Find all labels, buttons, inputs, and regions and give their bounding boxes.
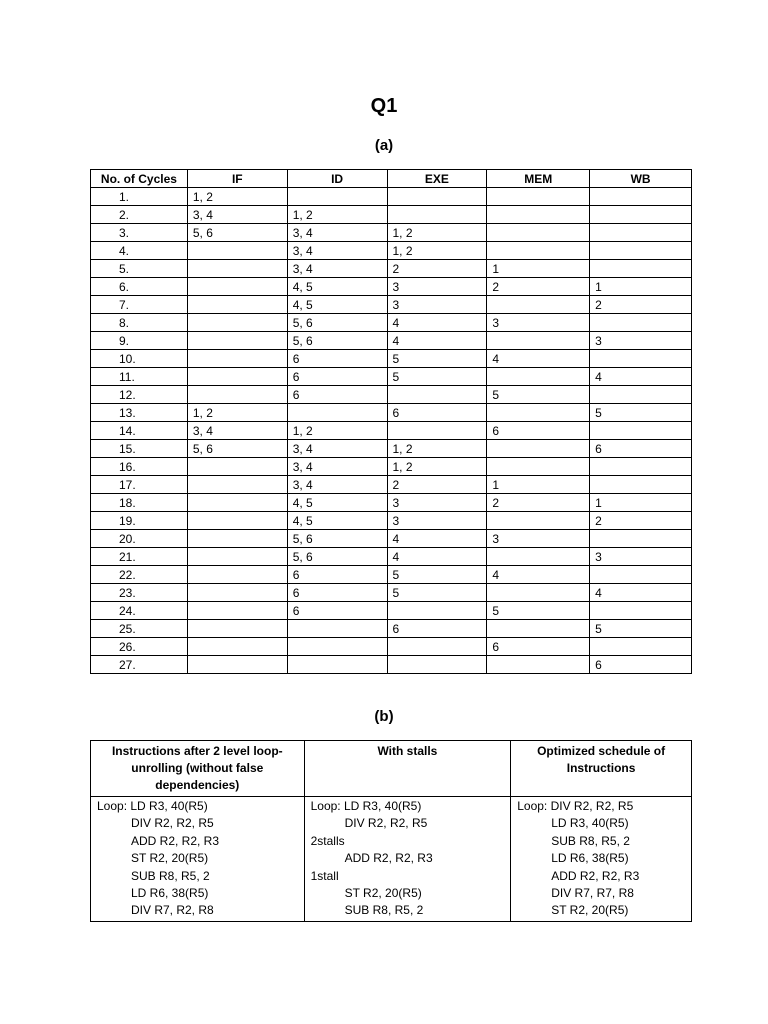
stage-cell xyxy=(287,638,387,656)
stage-cell: 4 xyxy=(387,314,487,332)
instruction-line: LD R3, 40(R5) xyxy=(551,816,629,831)
cycle-number: 12. xyxy=(91,386,188,404)
stage-cell xyxy=(387,386,487,404)
cycle-number: 18. xyxy=(91,494,188,512)
instruction-line: DIV R7, R2, R8 xyxy=(131,903,214,918)
table-row xyxy=(91,296,692,314)
instruction-list xyxy=(304,797,511,922)
table-row xyxy=(91,620,692,638)
table-row xyxy=(91,440,692,458)
stage-cell: 1, 2 xyxy=(387,458,487,476)
column-header: MEM xyxy=(487,170,590,188)
table-row xyxy=(91,656,692,674)
stage-cell xyxy=(590,224,692,242)
stage-cell xyxy=(187,494,287,512)
stage-cell xyxy=(487,224,590,242)
stage-cell: 6 xyxy=(387,404,487,422)
stage-cell xyxy=(287,656,387,674)
stage-cell xyxy=(590,638,692,656)
stage-cell: 3 xyxy=(387,512,487,530)
stage-cell xyxy=(590,386,692,404)
cycle-number: 11. xyxy=(91,368,188,386)
stage-cell: 4, 5 xyxy=(287,278,387,296)
schedule-header-row xyxy=(91,741,692,797)
stage-cell: 3 xyxy=(590,548,692,566)
stage-cell xyxy=(487,188,590,206)
instruction-line: ST R2, 20(R5) xyxy=(551,903,629,918)
stage-cell: 3, 4 xyxy=(287,242,387,260)
stage-cell: 4 xyxy=(387,530,487,548)
schedule-body-row xyxy=(91,797,692,922)
cycle-number: 7. xyxy=(91,296,188,314)
cycle-number: 3. xyxy=(91,224,188,242)
instruction-line: ST R2, 20(R5) xyxy=(131,851,209,866)
pipeline-table xyxy=(90,169,692,674)
stage-cell: 3 xyxy=(387,494,487,512)
table-row xyxy=(91,242,692,260)
stage-cell: 1, 2 xyxy=(387,224,487,242)
stage-cell: 4, 5 xyxy=(287,296,387,314)
table-row xyxy=(91,584,692,602)
stage-cell: 3, 4 xyxy=(187,422,287,440)
stage-cell xyxy=(590,314,692,332)
stage-cell xyxy=(487,656,590,674)
stage-cell: 4 xyxy=(487,350,590,368)
stage-cell: 5, 6 xyxy=(287,332,387,350)
stage-cell xyxy=(487,404,590,422)
stage-cell: 5 xyxy=(487,602,590,620)
stage-cell xyxy=(590,188,692,206)
cycle-number: 21. xyxy=(91,548,188,566)
column-header: No. of Cycles xyxy=(91,170,188,188)
cycle-number: 6. xyxy=(91,278,188,296)
instruction-line: SUB R8, R5, 2 xyxy=(131,868,210,883)
cycle-number: 23. xyxy=(91,584,188,602)
stage-cell: 3, 4 xyxy=(287,260,387,278)
stage-cell: 3, 4 xyxy=(287,476,387,494)
stage-cell xyxy=(487,584,590,602)
stage-cell: 3 xyxy=(387,278,487,296)
column-header: IF xyxy=(187,170,287,188)
stage-cell: 3, 4 xyxy=(287,458,387,476)
instruction-line: LD R6, 38(R5) xyxy=(551,851,629,866)
stage-cell: 1, 2 xyxy=(287,206,387,224)
instruction-line: ADD R2, R2, R3 xyxy=(131,833,220,848)
stage-cell: 1 xyxy=(487,260,590,278)
stage-cell: 6 xyxy=(287,368,387,386)
stage-cell: 5 xyxy=(387,350,487,368)
stage-cell: 1 xyxy=(487,476,590,494)
stage-cell xyxy=(187,296,287,314)
instruction-line: LD R6, 38(R5) xyxy=(131,885,209,900)
stage-cell xyxy=(187,386,287,404)
stage-cell: 5 xyxy=(387,584,487,602)
cycle-number: 10. xyxy=(91,350,188,368)
cycle-number: 9. xyxy=(91,332,188,350)
stage-cell xyxy=(387,638,487,656)
column-header: ID xyxy=(287,170,387,188)
table-row xyxy=(91,530,692,548)
stage-cell xyxy=(590,260,692,278)
stage-cell: 6 xyxy=(287,350,387,368)
cycle-number: 2. xyxy=(91,206,188,224)
cycle-number: 26. xyxy=(91,638,188,656)
table-row xyxy=(91,602,692,620)
schedule-column-header: Optimized schedule of Instructions xyxy=(511,741,692,797)
stage-cell: 5 xyxy=(487,386,590,404)
stage-cell: 6 xyxy=(287,602,387,620)
stage-cell xyxy=(387,422,487,440)
stage-cell xyxy=(590,566,692,584)
instruction-line: Loop: LD R3, 40(R5) xyxy=(97,799,208,813)
stage-cell: 4 xyxy=(487,566,590,584)
stage-cell xyxy=(387,206,487,224)
stage-cell xyxy=(387,602,487,620)
cycle-number: 20. xyxy=(91,530,188,548)
stage-cell xyxy=(187,368,287,386)
stage-cell xyxy=(187,476,287,494)
instruction-list xyxy=(511,797,692,922)
stage-cell xyxy=(287,620,387,638)
cycle-number: 8. xyxy=(91,314,188,332)
stage-cell xyxy=(487,206,590,224)
stage-cell: 5 xyxy=(387,368,487,386)
cycle-number: 17. xyxy=(91,476,188,494)
stage-cell: 5 xyxy=(590,404,692,422)
cycle-number: 19. xyxy=(91,512,188,530)
cycle-number: 25. xyxy=(91,620,188,638)
stage-cell xyxy=(187,548,287,566)
stage-cell: 3 xyxy=(487,314,590,332)
stage-cell xyxy=(590,530,692,548)
stage-cell: 4, 5 xyxy=(287,494,387,512)
schedule-column-header: Instructions after 2 level loop-unrolling (without false dependencies) xyxy=(91,741,305,797)
stage-cell xyxy=(187,350,287,368)
stage-cell: 3 xyxy=(590,332,692,350)
stage-cell xyxy=(187,638,287,656)
stage-cell xyxy=(187,530,287,548)
stage-cell: 6 xyxy=(590,656,692,674)
stage-cell xyxy=(187,584,287,602)
stage-cell xyxy=(487,332,590,350)
stage-cell: 5, 6 xyxy=(187,440,287,458)
table-row xyxy=(91,512,692,530)
stage-cell xyxy=(487,242,590,260)
cycle-number: 5. xyxy=(91,260,188,278)
stage-cell xyxy=(487,548,590,566)
stage-cell xyxy=(187,278,287,296)
instruction-line: Loop: LD R3, 40(R5) xyxy=(310,799,422,813)
stage-cell: 1, 2 xyxy=(287,422,387,440)
instruction-list xyxy=(91,797,305,922)
stage-cell xyxy=(287,188,387,206)
column-header: EXE xyxy=(387,170,487,188)
cycle-number: 24. xyxy=(91,602,188,620)
table-row xyxy=(91,260,692,278)
stage-cell: 2 xyxy=(387,476,487,494)
stage-cell xyxy=(487,458,590,476)
instruction-line: SUB R8, R5, 2 xyxy=(344,903,424,918)
stage-cell xyxy=(187,242,287,260)
stage-cell xyxy=(187,332,287,350)
instruction-line: SUB R8, R5, 2 xyxy=(551,833,630,848)
pipeline-header-row xyxy=(91,170,692,188)
stage-cell xyxy=(187,314,287,332)
instruction-line: ADD R2, R2, R3 xyxy=(551,868,640,883)
instruction-line: ADD R2, R2, R3 xyxy=(344,851,433,866)
instruction-line: 1stall xyxy=(310,868,339,883)
schedule-table xyxy=(90,740,692,922)
cycle-number: 22. xyxy=(91,566,188,584)
table-row xyxy=(91,188,692,206)
cycle-number: 16. xyxy=(91,458,188,476)
stage-cell: 6 xyxy=(287,584,387,602)
stage-cell xyxy=(187,602,287,620)
stage-cell: 4 xyxy=(590,584,692,602)
stage-cell xyxy=(590,602,692,620)
stage-cell: 6 xyxy=(287,566,387,584)
stage-cell: 4 xyxy=(387,332,487,350)
table-row xyxy=(91,638,692,656)
stage-cell: 1, 2 xyxy=(187,188,287,206)
schedule-column-header: With stalls xyxy=(304,741,511,797)
stage-cell xyxy=(187,656,287,674)
cycle-number: 15. xyxy=(91,440,188,458)
stage-cell xyxy=(187,620,287,638)
table-row xyxy=(91,332,692,350)
stage-cell xyxy=(187,260,287,278)
cycle-number: 13. xyxy=(91,404,188,422)
stage-cell: 3, 4 xyxy=(287,440,387,458)
table-row xyxy=(91,476,692,494)
stage-cell: 4 xyxy=(590,368,692,386)
stage-cell xyxy=(590,422,692,440)
stage-cell: 4 xyxy=(387,548,487,566)
table-row xyxy=(91,386,692,404)
page-title: Q1 xyxy=(370,95,398,117)
stage-cell xyxy=(590,458,692,476)
stage-cell: 3, 4 xyxy=(187,206,287,224)
instruction-line: DIV R2, R2, R5 xyxy=(344,816,428,831)
stage-cell: 5, 6 xyxy=(187,224,287,242)
instruction-line: DIV R2, R2, R5 xyxy=(131,816,214,831)
stage-cell: 5, 6 xyxy=(287,548,387,566)
table-row xyxy=(91,278,692,296)
stage-cell: 3, 4 xyxy=(287,224,387,242)
cycle-number: 1. xyxy=(91,188,188,206)
stage-cell: 4, 5 xyxy=(287,512,387,530)
stage-cell: 6 xyxy=(387,620,487,638)
table-row xyxy=(91,458,692,476)
stage-cell xyxy=(487,620,590,638)
stage-cell: 2 xyxy=(487,494,590,512)
stage-cell xyxy=(387,656,487,674)
part-b-heading: (b) xyxy=(374,708,394,725)
stage-cell: 1 xyxy=(590,278,692,296)
stage-cell: 3 xyxy=(387,296,487,314)
stage-cell: 1 xyxy=(590,494,692,512)
stage-cell xyxy=(590,206,692,224)
cycle-number: 27. xyxy=(91,656,188,674)
column-header: WB xyxy=(590,170,692,188)
stage-cell: 5, 6 xyxy=(287,314,387,332)
table-row xyxy=(91,404,692,422)
cycle-number: 4. xyxy=(91,242,188,260)
stage-cell xyxy=(590,242,692,260)
table-row xyxy=(91,548,692,566)
stage-cell xyxy=(287,404,387,422)
stage-cell xyxy=(187,458,287,476)
stage-cell: 6 xyxy=(590,440,692,458)
stage-cell xyxy=(487,368,590,386)
table-row xyxy=(91,224,692,242)
stage-cell xyxy=(590,350,692,368)
table-row xyxy=(91,494,692,512)
instruction-line: DIV R7, R7, R8 xyxy=(551,885,634,900)
stage-cell: 5, 6 xyxy=(287,530,387,548)
table-row xyxy=(91,422,692,440)
stage-cell xyxy=(590,476,692,494)
stage-cell: 2 xyxy=(387,260,487,278)
stage-cell: 6 xyxy=(487,422,590,440)
table-row xyxy=(91,206,692,224)
stage-cell: 3 xyxy=(487,530,590,548)
stage-cell: 5 xyxy=(590,620,692,638)
part-a-heading: (a) xyxy=(374,137,394,154)
stage-cell: 2 xyxy=(487,278,590,296)
stage-cell xyxy=(487,512,590,530)
stage-cell: 6 xyxy=(487,638,590,656)
stage-cell xyxy=(487,440,590,458)
instruction-line: ST R2, 20(R5) xyxy=(344,885,422,900)
instruction-line: 2stalls xyxy=(310,833,345,848)
stage-cell: 2 xyxy=(590,296,692,314)
stage-cell: 5 xyxy=(387,566,487,584)
stage-cell: 1, 2 xyxy=(187,404,287,422)
table-row xyxy=(91,566,692,584)
table-row xyxy=(91,368,692,386)
stage-cell xyxy=(187,512,287,530)
cycle-number: 14. xyxy=(91,422,188,440)
stage-cell: 1, 2 xyxy=(387,242,487,260)
stage-cell: 2 xyxy=(590,512,692,530)
stage-cell: 6 xyxy=(287,386,387,404)
table-row xyxy=(91,314,692,332)
stage-cell xyxy=(387,188,487,206)
stage-cell: 1, 2 xyxy=(387,440,487,458)
stage-cell xyxy=(187,566,287,584)
stage-cell xyxy=(487,296,590,314)
table-row xyxy=(91,350,692,368)
instruction-line: Loop: DIV R2, R2, R5 xyxy=(517,799,634,813)
